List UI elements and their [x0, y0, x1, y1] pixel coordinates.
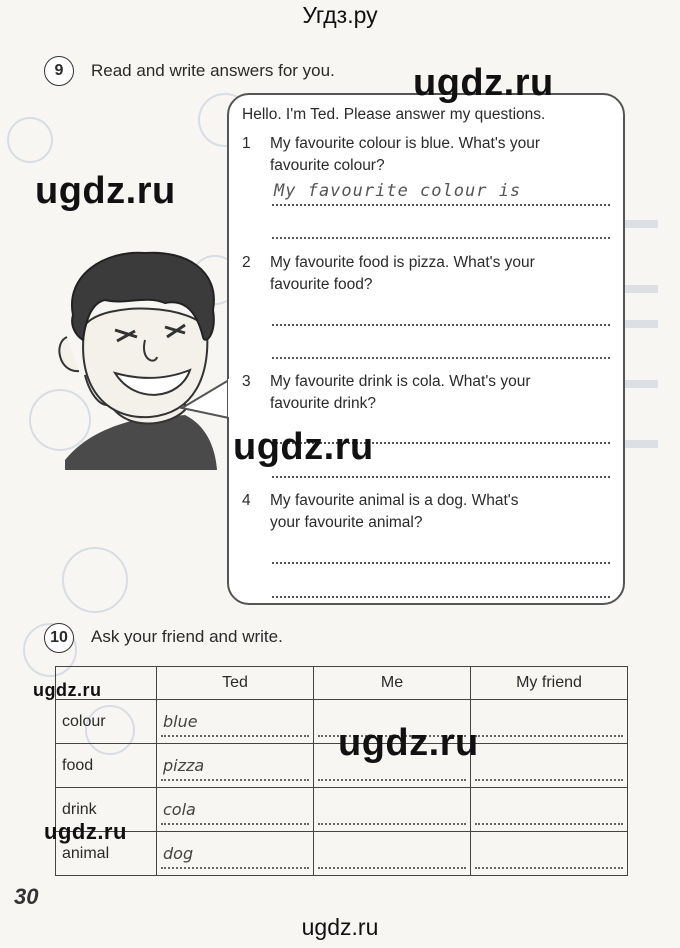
ted-answer: blue [163, 711, 198, 731]
column-header-me: Me [314, 667, 471, 700]
cell-ted-food [157, 744, 314, 788]
watermark: ugdz.ru [44, 819, 127, 844]
cell-ted-colour [157, 700, 314, 744]
table-row [56, 788, 628, 832]
question-3-number: 3 [242, 373, 251, 390]
answer-line[interactable] [272, 596, 610, 598]
page-number: 30 [14, 884, 39, 909]
question-1-line-2: favourite colour? [270, 157, 385, 174]
answer-line [272, 204, 610, 206]
answer-line [272, 237, 610, 239]
ted-answer: pizza [163, 755, 205, 775]
bubble-greeting: Hello. I'm Ted. Please answer my questions. [242, 106, 546, 123]
site-title: Угдз.ру [302, 2, 378, 28]
watermark: ugdz.ru [233, 426, 374, 468]
cell-friend-animal[interactable] [471, 832, 628, 876]
site-url-footer: ugdz.ru [301, 914, 379, 940]
cell-ted-animal [157, 832, 314, 876]
table-header-row [56, 667, 628, 700]
column-header-my-friend: My friend [471, 667, 628, 700]
task-10-number: 10 [44, 623, 74, 653]
watermark: ugdz.ru [35, 170, 176, 212]
answer-line[interactable] [272, 562, 610, 564]
ted-answer: cola [163, 799, 196, 819]
answer-line[interactable] [272, 324, 610, 326]
question-1-line-1: My favourite colour is blue. What's your [270, 135, 541, 152]
watermark: ugdz.ru [413, 62, 554, 104]
cell-friend-drink[interactable] [471, 788, 628, 832]
question-3-line-2: favourite drink? [270, 395, 376, 412]
question-1-answer[interactable]: My favourite colour is [274, 181, 522, 201]
task-10-instruction: Ask your friend and write. [91, 627, 283, 646]
speech-bubble-tail [180, 370, 232, 440]
row-label-colour: colour [56, 700, 157, 744]
cell-friend-colour[interactable] [471, 700, 628, 744]
question-4-line-1: My favourite animal is a dog. What's [270, 492, 519, 509]
watermark: ugdz.ru [33, 680, 102, 700]
cell-me-drink[interactable] [314, 788, 471, 832]
watermark: ugdz.ru [338, 722, 479, 764]
table-row [56, 832, 628, 876]
question-1-number: 1 [242, 135, 251, 152]
favourites-table [55, 666, 628, 876]
row-label-food: food [56, 744, 157, 788]
row-label-animal: animal [56, 832, 157, 876]
row-label-drink: drink [56, 788, 157, 832]
boy-ted-illustration [45, 245, 240, 475]
column-header-ted: Ted [157, 667, 314, 700]
cell-ted-drink [157, 788, 314, 832]
question-4-line-2: your favourite animal? [270, 514, 423, 531]
cell-me-animal[interactable] [314, 832, 471, 876]
question-3-line-1: My favourite drink is cola. What's your [270, 373, 531, 390]
answer-line[interactable] [272, 476, 610, 478]
ted-answer: dog [163, 843, 194, 863]
task-9-instruction: Read and write answers for you. [91, 61, 335, 80]
question-2-line-1: My favourite food is pizza. What's your [270, 254, 535, 271]
question-2-number: 2 [242, 254, 251, 271]
question-2-line-2: favourite food? [270, 276, 373, 293]
task-9-number: 9 [44, 56, 74, 86]
answer-line[interactable] [272, 357, 610, 359]
question-4-number: 4 [242, 492, 251, 509]
cell-friend-food[interactable] [471, 744, 628, 788]
